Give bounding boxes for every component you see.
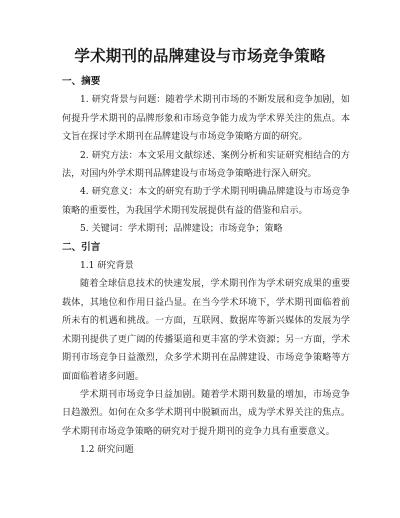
abstract-item-significance: 4. 研究意义：本文的研究有助于学术期刊明确品牌建设与市场竞争策略的重要性，为我国学术期刊发展提供有益的借鉴和启示。 [62,187,350,216]
abstract-item-methods: 2. 研究方法：本文采用文献综述、案例分析和实证研究相结合的方法，对国内外学术期刊品牌建设与市场竞争策略进行深入研究。 [62,150,350,180]
section-heading-introduction: 二、引言 [62,241,101,253]
section-heading-abstract: 一、摘要 [62,76,101,87]
subsection-heading-background: 1.1 研究背景 [80,261,134,272]
document-body [62,73,350,460]
abstract-item-background: 1. 研究背景与问题：随着学术期刊市场的不断发展和竞争加剧，如何提升学术期刊的品牌形象和市场竞争能力成为学术界关注的焦点。本文旨在探讨学术期刊在品牌建设与市场竞争策略方面的研究。 [62,95,350,143]
subsection-heading-research-questions: 1.2 研究问题 [80,445,134,456]
introduction-paragraph: 随着全球信息技术的快速发展，学术期刊作为学术研究成果的重要载体，其地位和作用日益凸显。在当今学术环境下，学术期刊面临着前所未有的机遇和挑战。一方面，互联网、数据库等新兴媒体的发展为学术期刊提供了更广阔的传播渠道和更丰富的学术资源；另一方面，学术期刊市场竞争日益激烈，众多学术期刊在品牌建设、市场竞争策略等方面面临着诸多问题。 [62,279,350,382]
introduction-paragraph: 学术期刊市场竞争日益加剧。随着学术期刊数量的增加，市场竞争日趋激烈。如何在众多学术期刊中脱颖而出，成为学术界关注的焦点。学术期刊市场竞争策略的研究对于提升期刊的竞争力具有重要意义。 [62,389,350,437]
document-title: 学术期刊的品牌建设与市场竞争策略 [74,47,326,65]
abstract-item-keywords: 5. 关键词：学术期刊；品牌建设；市场竞争；策略 [80,224,283,235]
